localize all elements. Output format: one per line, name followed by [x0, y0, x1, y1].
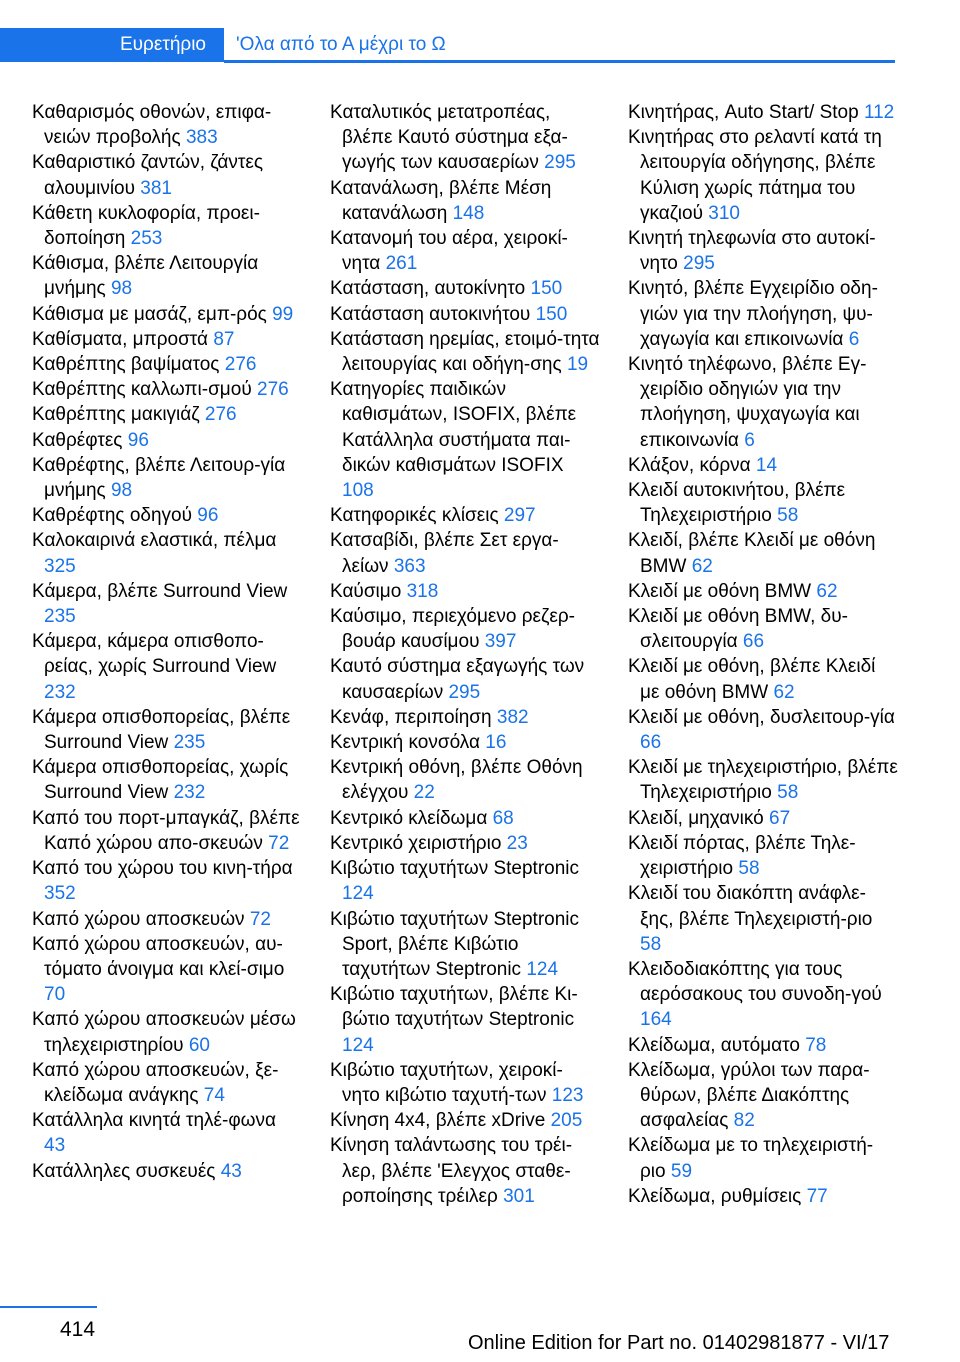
index-entry — [628, 806, 898, 831]
index-entry — [330, 1058, 600, 1108]
index-entry-text: Καπό του πορτ-μπαγκάζ, βλέπε Καπό χώρου απο-σκευών — [32, 807, 300, 854]
index-entry-text: Κατάλληλες συσκευές — [32, 1160, 216, 1182]
page-link[interactable]: 295 — [544, 152, 576, 174]
index-entry-text: Κάθισμα με μασάζ, εμπ-ρός — [32, 303, 267, 325]
index-entry-text: Κατηγορίες παιδικών καθισμάτων, ISOFIX, βλέπε Κατάλληλα συστήματα παι-δικών καθισμάτων ISOFIX — [330, 379, 577, 476]
index-entry — [628, 125, 898, 226]
index-entry-text: Κιβώτιο ταχυτήτων, χειροκί-νητο κιβώτιο ταχυτή-των — [330, 1059, 563, 1106]
page-link[interactable]: 82 — [733, 1110, 755, 1132]
index-entry — [628, 705, 898, 755]
index-entry-text: Καθαριστικό ζαντών, ζάντες αλουμινίου — [32, 152, 264, 199]
index-entry-text: Καυτό σύστημα εξαγωγής των καυσαερίων — [330, 656, 585, 703]
page-link[interactable]: 124 — [342, 883, 374, 905]
index-entry-text: Κατανάλωση, βλέπε Μέση κατανάλωση — [330, 177, 552, 224]
index-entry — [32, 907, 302, 932]
page-link[interactable]: 276 — [204, 404, 237, 426]
index-entry — [330, 806, 600, 831]
page-link[interactable]: 123 — [551, 1084, 584, 1106]
index-entry-text: Κλειδί με οθόνη BMW, δυ-σλειτουργία — [628, 606, 848, 653]
index-entry — [330, 503, 600, 528]
page-link[interactable]: 70 — [44, 984, 66, 1006]
index-column-1 — [32, 100, 302, 1184]
index-entry-text: Κατηφορικές κλίσεις — [330, 505, 499, 527]
index-entry-text: Κατάσταση, αυτοκίνητο — [330, 278, 526, 300]
page-link[interactable]: 43 — [44, 1135, 66, 1157]
page-link[interactable]: 62 — [773, 681, 795, 703]
page-link[interactable]: 58 — [777, 782, 799, 804]
index-entry-text: Καπό του χώρου του κινη-τήρα — [32, 858, 293, 880]
header-tabs — [0, 28, 895, 62]
page-link[interactable]: 19 — [566, 354, 589, 376]
index-entry — [628, 276, 898, 352]
page-link[interactable]: 6 — [848, 328, 860, 350]
index-entry-text: Κατάσταση ηρεμίας, ετοιμό-τητα λειτουργίας και οδήγη-σης — [330, 328, 600, 376]
page-link[interactable]: 6 — [744, 429, 755, 451]
index-entry-text: Καθρέφτης οδηγού — [32, 505, 192, 527]
index-entry — [628, 579, 898, 604]
page-link[interactable]: 124 — [342, 1034, 374, 1056]
index-entry-text: Κλειδί πόρτας, βλέπε Τηλε-χειριστήριο — [628, 832, 856, 880]
index-entry — [32, 579, 302, 629]
page-link[interactable]: 382 — [496, 706, 529, 728]
page-link[interactable]: 148 — [452, 202, 485, 224]
index-entry — [32, 327, 302, 352]
index-entry — [32, 755, 302, 805]
page-link[interactable]: 62 — [691, 555, 713, 577]
index-entry — [330, 856, 600, 906]
index-entry — [330, 831, 600, 856]
index-entry — [32, 302, 302, 327]
page-link[interactable]: 232 — [44, 681, 76, 703]
index-entry-text: Καύσιμο — [330, 580, 402, 602]
page-link[interactable]: 150 — [535, 303, 568, 325]
page-link[interactable]: 77 — [806, 1185, 828, 1207]
page-link[interactable]: 98 — [110, 278, 133, 300]
index-entry-text: Κενάφ, περιποίηση — [330, 706, 492, 728]
index-entry-text: Καθρέφτες — [32, 429, 123, 451]
index-entry-text: Κινητό τηλέφωνο, βλέπε Εγ-χειρίδιο οδηγιών για την πλοήγηση, ψυχαγωγία και επικοινωνία — [628, 354, 867, 451]
index-entry — [32, 932, 302, 1008]
page-link[interactable]: 72 — [249, 908, 271, 930]
page-link[interactable]: 383 — [185, 127, 218, 149]
page-link[interactable]: 96 — [197, 505, 219, 527]
index-entry — [32, 1007, 302, 1057]
index-entry-text: Κίνηση ταλάντωσης του τρέι-λερ, βλέπε 'Ελεγχος σταθε-ροποίησης τρέιλερ — [330, 1135, 573, 1207]
index-entry — [330, 604, 600, 654]
index-entry — [628, 1184, 898, 1209]
tab-a-to-z[interactable]: 'Ολα από το Α μέχρι το Ω — [224, 28, 895, 62]
index-entry — [330, 276, 600, 301]
index-entry — [32, 352, 302, 377]
page-link[interactable]: 23 — [506, 832, 528, 854]
page-link[interactable]: 66 — [640, 732, 662, 754]
index-entry-text: Καλοκαιρινά ελαστικά, πέλμα — [32, 530, 277, 552]
index-entry-text: Καύσιμο, περιεχόμενο ρεζερ-βουάρ καυσίμου — [330, 606, 575, 653]
index-entry-text: Κεντρική κονσόλα — [330, 732, 480, 754]
index-entry-text: Κλειδί με τηλεχειριστήριο, βλέπε Τηλεχειριστήριο — [628, 757, 898, 804]
index-entry-text: Καπό χώρου αποσκευών μέσω τηλεχειριστηρίου — [32, 1009, 296, 1056]
index-entry — [32, 705, 302, 755]
index-entry — [32, 377, 302, 402]
index-entry — [32, 150, 302, 200]
page-link[interactable]: 150 — [530, 278, 563, 300]
page-link[interactable]: 67 — [769, 807, 791, 829]
index-entry-text: Κλειδί, βλέπε Κλειδί με οθόνη BMW — [628, 530, 876, 577]
index-entry — [628, 654, 898, 704]
index-entry — [32, 856, 302, 906]
index-entry-text: Καθρέπτης βαψίματος — [32, 354, 220, 376]
page-link[interactable]: 164 — [640, 1009, 672, 1031]
index-entry — [32, 806, 302, 856]
index-entry-text: Καπό χώρου αποσκευών — [32, 908, 245, 930]
index-entry-text: Κάμερα, βλέπε Surround View — [32, 580, 288, 602]
tab-index[interactable]: Ευρετήριο — [0, 28, 224, 62]
page-link[interactable]: 58 — [640, 933, 662, 955]
index-entry-text: Καπό χώρου αποσκευών, αυ-τόματο άνοιγμα και κλεί-σιμο — [32, 933, 285, 980]
index-entry — [330, 654, 600, 704]
page-link[interactable]: 295 — [448, 681, 481, 703]
index-entry-text: Κάθετη κυκλοφορία, προει-δοποίηση — [32, 202, 260, 250]
index-entry — [32, 1159, 302, 1184]
index-entry — [32, 402, 302, 427]
index-entry-text: Κεντρική οθόνη, βλέπε Οθόνη ελέγχου — [330, 757, 583, 804]
index-entry-text: Κιβώτιο ταχυτήτων Steptronic Sport, βλέπε Κιβώτιο ταχυτήτων Steptronic — [330, 908, 580, 980]
page-link[interactable]: 205 — [550, 1110, 583, 1132]
index-entry-text: Κλάξον, κόρνα — [628, 454, 751, 476]
index-column-2 — [330, 100, 600, 1209]
index-entry — [330, 1133, 600, 1209]
index-entry — [330, 755, 600, 805]
index-entry-text: Κάμερα, κάμερα οπισθοπο-ρείας, χωρίς Surround View — [32, 631, 277, 678]
index-entry — [628, 100, 898, 125]
page-link[interactable]: 232 — [173, 782, 206, 804]
index-entry-text: Καθρέπτης καλλωπι-σμού — [32, 379, 252, 401]
index-entry — [628, 604, 898, 654]
page-link[interactable]: 381 — [140, 177, 172, 199]
footer-rule — [0, 1306, 97, 1308]
index-entry-text: Κλειδί με οθόνη, βλέπε Κλειδί με οθόνη BMW — [628, 656, 876, 703]
page-link[interactable]: 253 — [130, 228, 163, 250]
index-entry-text: Κλείδωμα, αυτόματο — [628, 1034, 800, 1056]
index-entry — [628, 957, 898, 1033]
page-link[interactable]: 318 — [406, 580, 439, 602]
page-link[interactable]: 16 — [485, 732, 507, 754]
index-entry-text: Κινητό, βλέπε Εγχειρίδιο οδη-γιών για την πλοήγηση, ψυ-χαγωγία και επικοινωνία — [628, 278, 878, 350]
index-entry — [330, 176, 600, 226]
index-entry — [330, 982, 600, 1058]
index-entry-text: Κατσαβίδι, βλέπε Σετ εργα-λείων — [330, 530, 559, 577]
page-link[interactable]: 301 — [503, 1185, 535, 1207]
page-link[interactable]: 352 — [44, 883, 76, 905]
index-entry-text: Κάμερα οπισθοπορείας, βλέπε Surround View — [32, 706, 291, 754]
page-link[interactable]: 235 — [44, 606, 76, 628]
index-entry — [330, 327, 600, 377]
index-entry-text: Κλειδοδιακόπτης για τους αερόσακους του συνοδη-γού — [628, 958, 882, 1006]
index-entry — [32, 453, 302, 503]
index-entry-text: Κιβώτιο ταχυτήτων, βλέπε Κι-βώτιο ταχυτήτων Steptronic — [330, 984, 578, 1031]
index-entry-text: Κλειδί με οθόνη, δυσλειτουρ-γία — [628, 706, 895, 728]
index-entry-text: Κατάλληλα κινητά τηλέ-φωνα — [32, 1110, 276, 1132]
index-entry — [330, 100, 600, 176]
index-entry — [628, 755, 898, 805]
page-link[interactable]: 66 — [742, 631, 765, 653]
index-entry — [330, 302, 600, 327]
index-entry-text: Κλειδί του διακόπτη ανάφλε-ξης, βλέπε Τηλεχειριστή-ριο — [628, 883, 873, 930]
page-link[interactable]: 22 — [413, 782, 435, 804]
page-link[interactable]: 295 — [683, 253, 715, 275]
page-link[interactable]: 108 — [342, 480, 374, 502]
page-link[interactable]: 14 — [755, 454, 778, 476]
index-entry-text: Κλειδί, μηχανικό — [628, 807, 764, 829]
page-link[interactable]: 58 — [777, 505, 799, 527]
index-entry-text: Κεντρικό χειριστήριο — [330, 832, 502, 854]
index-entry — [628, 453, 898, 478]
page-link[interactable]: 261 — [385, 253, 418, 275]
index-entry — [330, 730, 600, 755]
page-link[interactable]: 60 — [188, 1034, 210, 1056]
index-entry-text: Κινητή τηλεφωνία στο αυτοκί-νητο — [628, 228, 876, 275]
index-entry-text: Κίνηση 4x4, βλέπε xDrive — [330, 1110, 546, 1132]
index-entry — [628, 226, 898, 276]
index-entry — [32, 251, 302, 301]
page-link[interactable]: 96 — [127, 429, 149, 451]
index-entry — [628, 528, 898, 578]
page-link[interactable]: 363 — [393, 555, 426, 577]
index-entry — [32, 503, 302, 528]
page-link[interactable]: 297 — [503, 505, 536, 527]
index-entry-text: Καθρέπτης μακιγιάζ — [32, 404, 200, 426]
index-entry-text: Κλείδωμα με το τηλεχειριστή-ριο — [628, 1135, 874, 1182]
index-entry-text: Κλείδωμα, γρύλοι των παρα-θύρων, βλέπε Διακόπτης ασφαλείας — [628, 1059, 870, 1132]
index-entry — [330, 705, 600, 730]
index-entry — [32, 1058, 302, 1108]
index-entry — [628, 1058, 898, 1134]
page-link[interactable]: 310 — [708, 202, 740, 224]
page-link[interactable]: 98 — [110, 480, 133, 502]
index-entry — [330, 579, 600, 604]
index-entry-text: Καθρέφτης, βλέπε Λειτουρ-γία μνήμης — [32, 454, 286, 502]
index-entry-text: Κάμερα οπισθοπορείας, χωρίς Surround View — [32, 757, 289, 804]
index-entry-text: Κιβώτιο ταχυτήτων Steptronic — [330, 858, 580, 880]
edition-footer: Online Edition for Part no. 01402981877 - VI/17 — [468, 1332, 890, 1354]
index-entry — [32, 629, 302, 705]
index-entry — [32, 1108, 302, 1158]
index-entry-text: Καπό χώρου αποσκευών, ξε-κλείδωμα ανάγκης — [32, 1059, 279, 1106]
page-link[interactable]: 74 — [203, 1084, 225, 1106]
index-entry-text: Κλείδωμα, ρυθμίσεις — [628, 1185, 802, 1207]
page-link[interactable]: 87 — [213, 328, 235, 350]
index-entry — [628, 478, 898, 528]
page-link[interactable]: 59 — [670, 1160, 693, 1182]
page-link[interactable]: 325 — [44, 555, 76, 577]
index-entry — [628, 352, 898, 453]
index-entry — [628, 881, 898, 957]
index-entry-text: Κινητήρας στο ρελαντί κατά τη λειτουργία οδήγησης, βλέπε Κύλιση χωρίς πάτημα του γκαζιού — [628, 127, 882, 224]
index-entry — [330, 528, 600, 578]
index-column-3 — [628, 100, 898, 1209]
index-entry — [330, 226, 600, 276]
page-link[interactable]: 276 — [224, 354, 257, 376]
page-link[interactable]: 43 — [220, 1160, 242, 1182]
page-link[interactable]: 397 — [484, 631, 517, 653]
index-entry-text: Καθαρισμός οθονών, επιφα-νειών προβολής — [32, 102, 272, 149]
index-entry-text: Κάθισμα, βλέπε Λειτουργία μνήμης — [32, 253, 259, 300]
index-entry — [32, 428, 302, 453]
page-number: 414 — [60, 1318, 96, 1341]
page-link[interactable]: 58 — [738, 858, 760, 880]
index-entry-text: Καθίσματα, μπροστά — [32, 328, 209, 350]
page-link[interactable]: 235 — [173, 732, 206, 754]
index-entry-text: Κινητήρας, Auto Start/ Stop — [628, 102, 859, 123]
page-link[interactable]: 72 — [268, 832, 290, 854]
index-entry — [32, 528, 302, 578]
page-link[interactable]: 62 — [816, 580, 838, 602]
page-link[interactable]: 112 — [863, 102, 895, 123]
index-entry — [628, 1033, 898, 1058]
index-entry — [628, 1133, 898, 1183]
index-entry — [330, 907, 600, 983]
index-entry — [330, 377, 600, 503]
page-link[interactable]: 78 — [805, 1034, 827, 1056]
index-entry-text: Κλειδί αυτοκινήτου, βλέπε Τηλεχειριστήριο — [628, 480, 846, 527]
index-entry-text: Καταλυτικός μετατροπέας, βλέπε Καυτό σύστημα εξα-γωγής των καυσαερίων — [330, 102, 568, 174]
page-link[interactable]: 276 — [257, 379, 289, 401]
index-entry — [330, 1108, 600, 1133]
page-link[interactable]: 68 — [492, 807, 514, 829]
page-link[interactable]: 124 — [526, 958, 559, 980]
index-entry — [32, 100, 302, 150]
index-entry — [32, 201, 302, 251]
index-entry-text: Κεντρικό κλείδωμα — [330, 807, 488, 829]
index-entry — [628, 831, 898, 881]
index-entry-text: Κλειδί με οθόνη BMW — [628, 580, 812, 602]
index-entry-text: Κατάσταση αυτοκινήτου — [330, 303, 531, 325]
page-link[interactable]: 99 — [272, 303, 294, 325]
tab-underline — [224, 60, 895, 63]
index-entry-text: Κατανομή του αέρα, χειροκί-νητα — [330, 228, 568, 275]
